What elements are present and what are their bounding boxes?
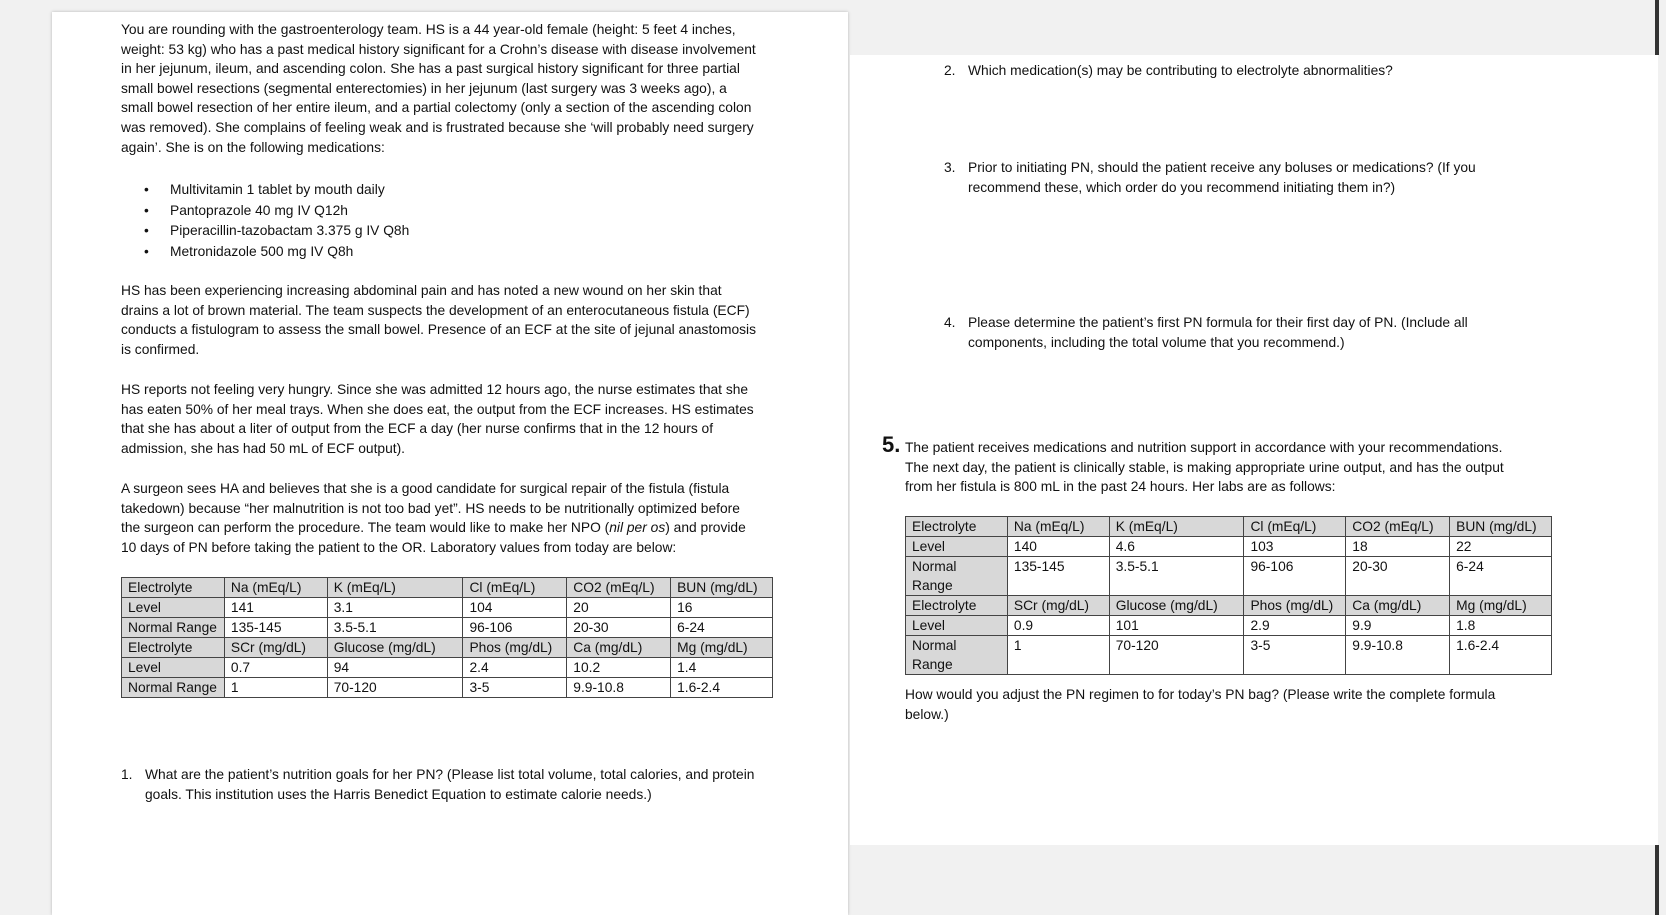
list-item: • Pantoprazole 40 mg IV Q12h xyxy=(144,201,409,222)
window-edge xyxy=(1655,845,1659,915)
question-5-followup: How would you adjust the PN regimen to for today’s PN bag? (Please write the complete formula below.) xyxy=(905,687,1496,722)
lab-table-day1 xyxy=(121,577,773,698)
lab-table-day2 xyxy=(905,516,1552,675)
question-4: 4. Please determine the patient’s first PN formula for their first day of PN. (Include all components, including the total volume that you recommend.) xyxy=(944,315,1468,350)
table-row: Normal Range 1 70-120 3-5 9.9-10.8 1.6-2.4 xyxy=(906,636,1552,675)
question-1: 1. What are the patient’s nutrition goals for her PN? (Please list total volume, total calories, and protein goals. This institution uses the Harris Benedict Equation to estimate calorie needs.) xyxy=(121,767,755,802)
question-3: 3. Prior to initiating PN, should the patient receive any boluses or medications? (If you recommend these, which order do you recommend initiating them in?) xyxy=(944,160,1476,195)
table-row: Electrolyte SCr (mg/dL) Glucose (mg/dL) Phos (mg/dL) Ca (mg/dL) Mg (mg/dL) xyxy=(122,638,773,658)
intro-paragraph: You are rounding with the gastroenterology team. HS is a 44 year-old female (height: 5 feet 4 inches, weight: 53 kg) who has a past medical history significant for a Crohn’s disease with disease involvement in her jejunum, ileum, and ascending colon. She has a past surgical history significant for three partial small bowel resections (segmental enterectomies) in her jejunum (last surgery was 3 weeks ago), a small bowel resection of her entire ileum, and a partial colectomy (only a section of the ascending colon was removed). She complains of feeling weak and is frustrated because she ‘will probably need surgery again’. She is on the following medications: xyxy=(121,22,756,155)
fistula-paragraph: HS has been experiencing increasing abdominal pain and has noted a new wound on her skin that drains a lot of brown material. The team suspects the development of an enterocutaneous fistula (ECF) conducts a fistulogram to assess the small bowel. Presence of an ECF at the site of jejunal anastomosis is confirmed. xyxy=(121,283,756,357)
table-row: Electrolyte SCr (mg/dL) Glucose (mg/dL) Phos (mg/dL) Ca (mg/dL) Mg (mg/dL) xyxy=(906,596,1552,616)
table-row: Normal Range 1 70-120 3-5 9.9-10.8 1.6-2.4 xyxy=(122,678,773,698)
list-item: • Metronidazole 500 mg IV Q8h xyxy=(144,242,409,263)
table-row: Normal Range 135-145 3.5-5.1 96-106 20-30 6-24 xyxy=(122,618,773,638)
question-2: 2. Which medication(s) may be contributing to electrolyte abnormalities? xyxy=(944,63,1393,78)
table-row: Normal Range 135-145 3.5-5.1 96-106 20-30 6-24 xyxy=(906,557,1552,596)
table-row: Level 0.9 101 2.9 9.9 1.8 xyxy=(906,616,1552,636)
medication-list xyxy=(144,180,409,262)
list-item: • Multivitamin 1 tablet by mouth daily xyxy=(144,180,409,201)
question-5-number: 5. xyxy=(882,432,901,457)
table-row: Level 140 4.6 103 18 22 xyxy=(906,537,1552,557)
question-5: The patient receives medications and nutrition support in accordance with your recommendations. The next day, the patient is clinically stable, is making appropriate urine output, and has the output from her fistula is 800 mL in the past 24 hours. Her labs are as follows: xyxy=(905,440,1504,495)
table-row: Electrolyte Na (mEq/L) K (mEq/L) Cl (mEq/L) CO2 (mEq/L) BUN (mg/dL) xyxy=(906,517,1552,537)
intake-paragraph: HS reports not feeling very hungry. Since she was admitted 12 hours ago, the nurse estimates that she has eaten 50% of her meal trays. When she does eat, the output from the ECF increases. HS estimates that she has about a liter of output from the ECF a day (her nurse confirms that in the 12 hours of admission, she has had 50 mL of ECF output). xyxy=(121,382,754,456)
table-row: Electrolyte Na (mEq/L) K (mEq/L) Cl (mEq/L) CO2 (mEq/L) BUN (mg/dL) xyxy=(122,578,773,598)
surgeon-paragraph: A surgeon sees HA and believes that she is a good candidate for surgical repair of the fistula (fistula takedown) because “her malnutrition is not too bad yet”. HS needs to be nutritionally optimized before the surgeon can perform the procedure. The team would like to make her NPO (nil per os) and provide 10 days of PN before taking the patient to the OR. Laboratory values from today are below: xyxy=(121,481,746,555)
table-row: Level 141 3.1 104 20 16 xyxy=(122,598,773,618)
window-edge xyxy=(1655,0,1659,55)
list-item: • Piperacillin-tazobactam 3.375 g IV Q8h xyxy=(144,221,409,242)
table-row: Level 0.7 94 2.4 10.2 1.4 xyxy=(122,658,773,678)
